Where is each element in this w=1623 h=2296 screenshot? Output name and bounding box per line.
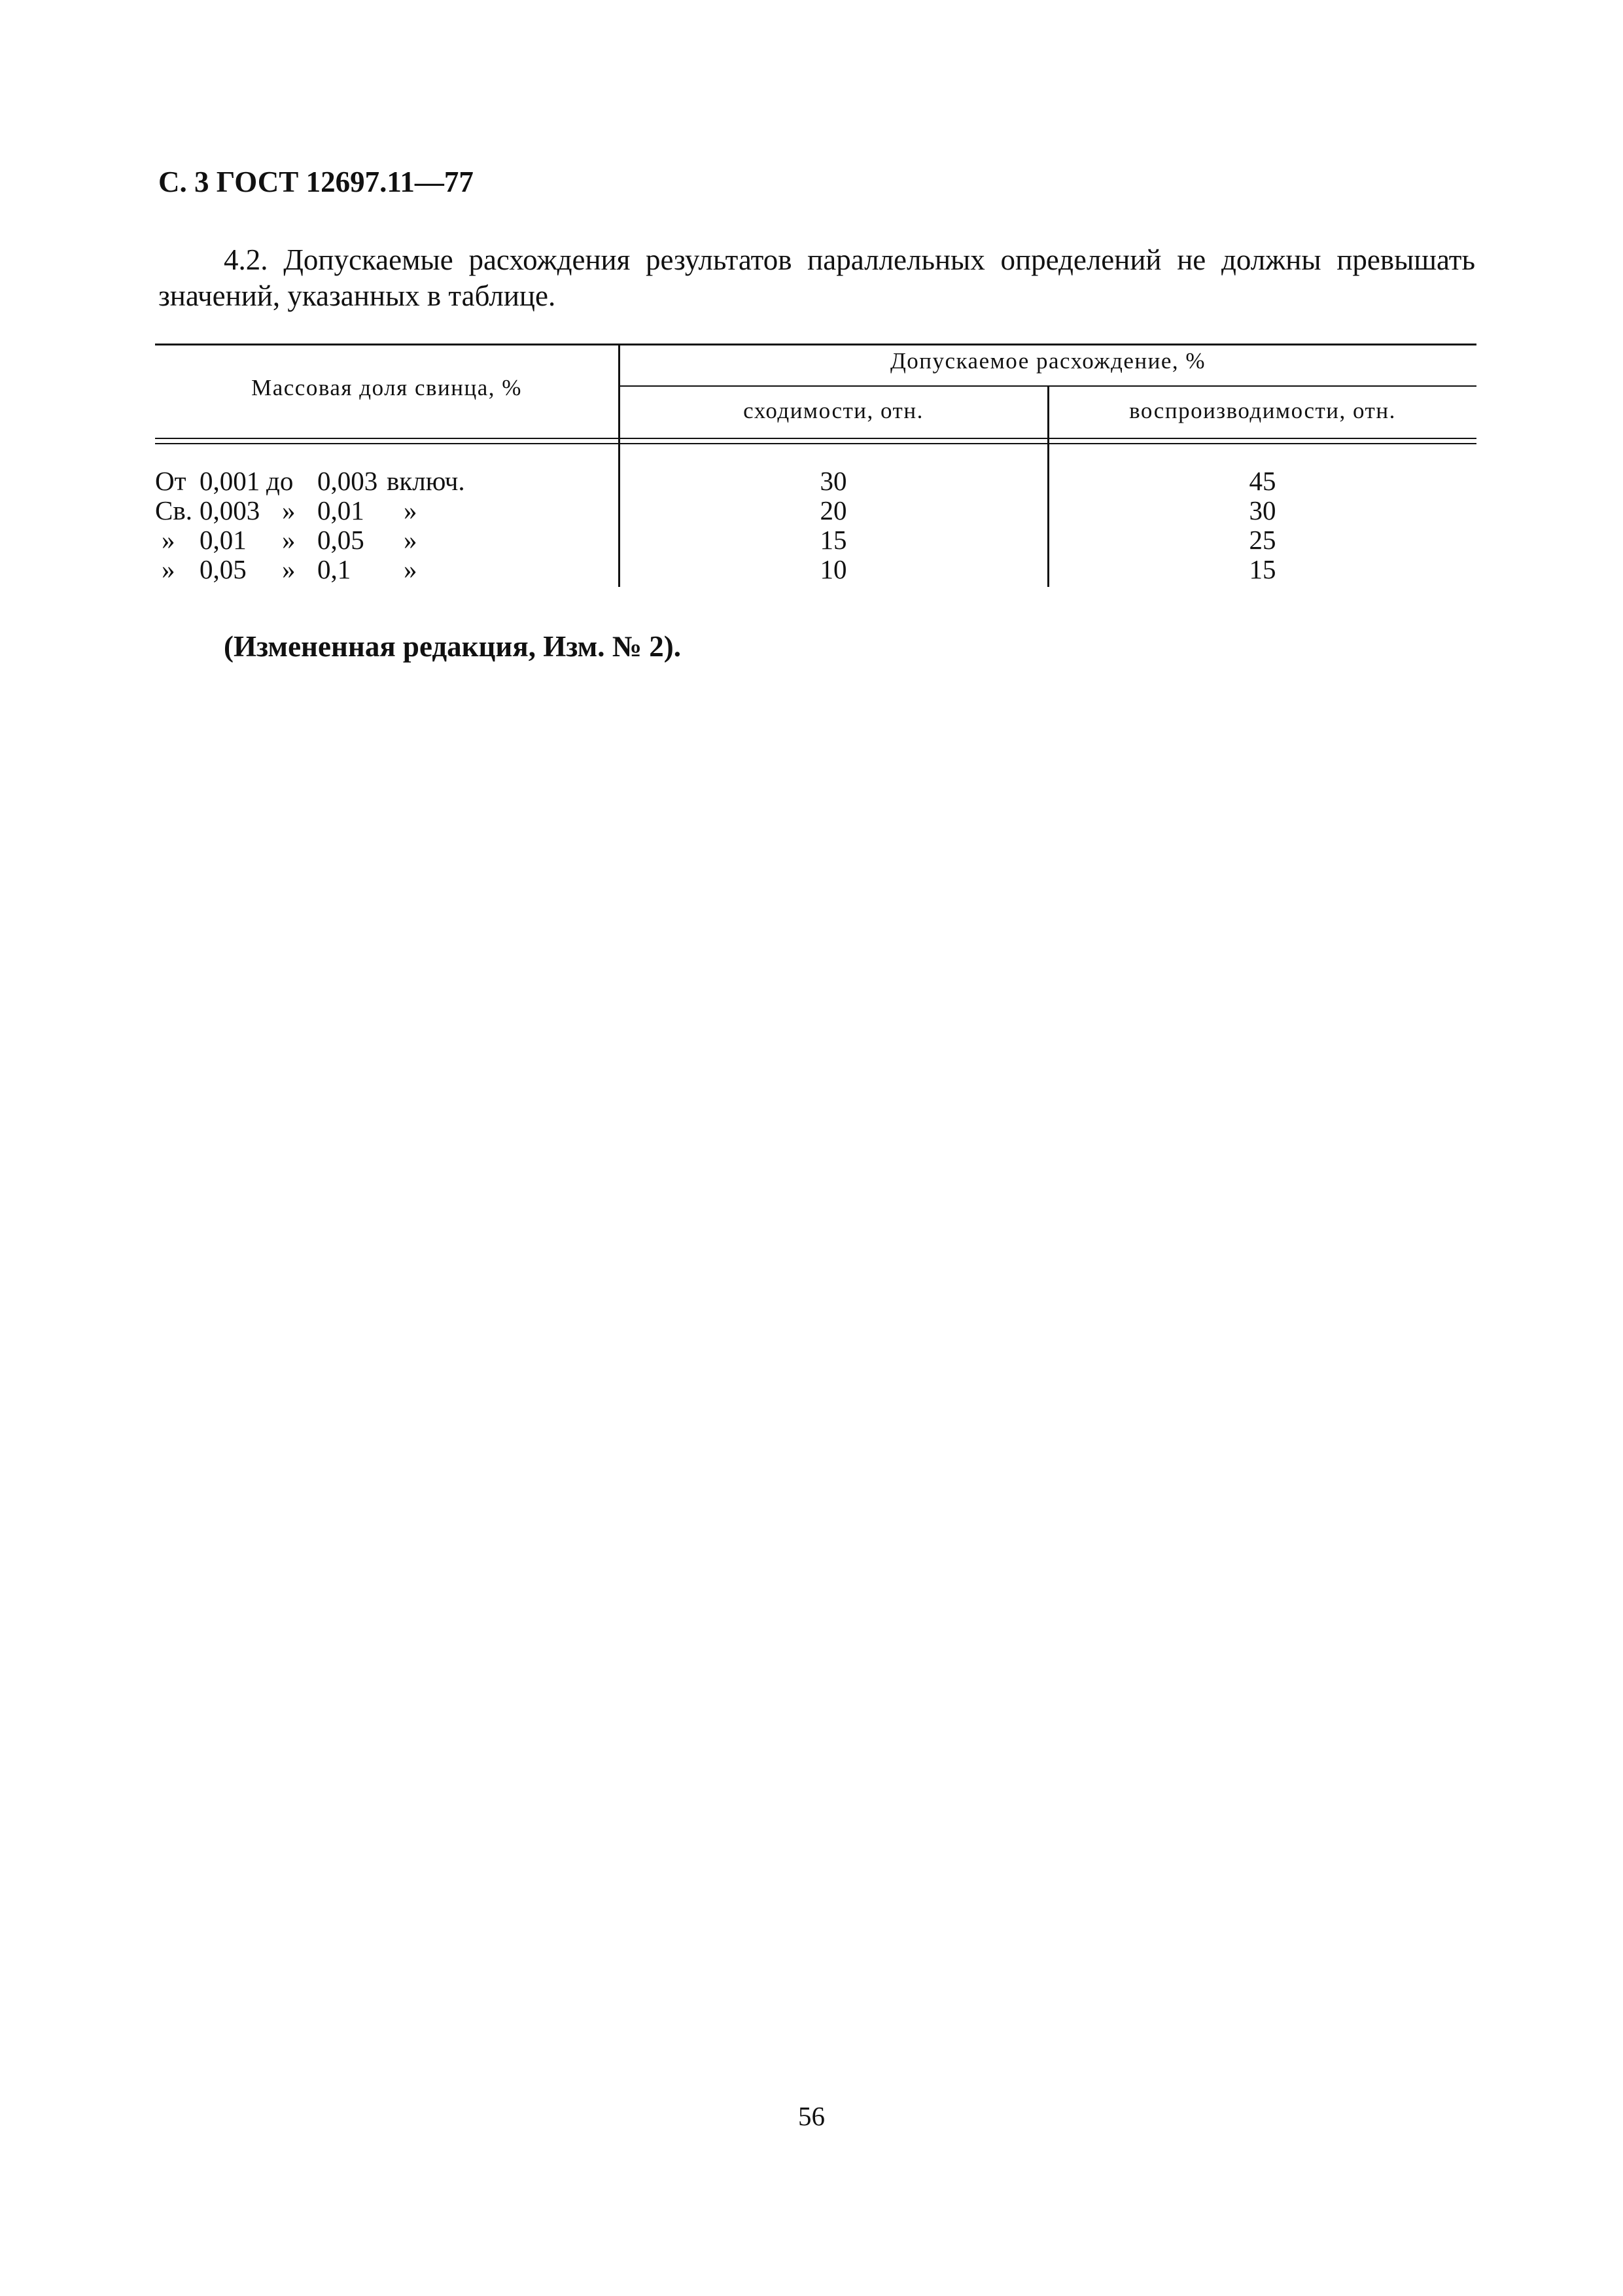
header-mass-fraction: Массовая доля свинца, % xyxy=(251,375,522,400)
header-reproducibility: воспроизводимости, отн. xyxy=(1129,398,1396,423)
tolerance-table xyxy=(155,344,1476,587)
header-bottom-rule-2 xyxy=(155,443,1476,444)
range-suffix: » xyxy=(404,495,417,525)
convergence-value: 20 xyxy=(820,495,847,525)
reproducibility-value: 30 xyxy=(1249,495,1276,525)
column-divider-1 xyxy=(618,344,620,587)
range-prefix: » xyxy=(162,525,175,555)
range-prefix: Св. xyxy=(155,495,192,525)
convergence-value: 30 xyxy=(820,466,847,496)
range-connector: до xyxy=(266,466,294,496)
body-paragraph: 4.2. Допускаемые расхождения результатов параллельных определений не должны превышать значений, указанных в таблице. xyxy=(158,243,1475,312)
revision-note: (Измененная редакция, Изм. № 2). xyxy=(224,630,682,663)
range-to: 0,1 xyxy=(317,554,351,584)
range-suffix: включ. xyxy=(387,466,465,496)
reproducibility-value: 45 xyxy=(1249,466,1276,496)
reproducibility-value: 15 xyxy=(1249,554,1276,584)
header-bottom-rule-1 xyxy=(155,438,1476,439)
range-connector: » xyxy=(282,525,296,555)
range-from: 0,01 xyxy=(200,525,247,555)
range-from: 0,003 xyxy=(200,495,260,525)
convergence-value: 10 xyxy=(820,554,847,584)
header-allowed-discrepancy: Допускаемое расхождение, % xyxy=(890,348,1206,374)
range-connector: » xyxy=(282,495,296,525)
range-prefix: От xyxy=(155,466,186,496)
range-from: 0,001 xyxy=(200,466,260,496)
page-number: 56 xyxy=(798,2101,825,2131)
range-to: 0,05 xyxy=(317,525,364,555)
range-suffix: » xyxy=(404,554,417,584)
page-header: С. 3 ГОСТ 12697.11—77 xyxy=(158,166,474,198)
reproducibility-value: 25 xyxy=(1249,525,1276,555)
range-suffix: » xyxy=(404,525,417,555)
range-to: 0,01 xyxy=(317,495,364,525)
header-convergence: сходимости, отн. xyxy=(743,398,924,423)
range-connector: » xyxy=(282,554,296,584)
table-top-rule xyxy=(155,344,1476,345)
range-to: 0,003 xyxy=(317,466,378,496)
convergence-value: 15 xyxy=(820,525,847,555)
range-prefix: » xyxy=(162,554,175,584)
range-from: 0,05 xyxy=(200,554,247,584)
